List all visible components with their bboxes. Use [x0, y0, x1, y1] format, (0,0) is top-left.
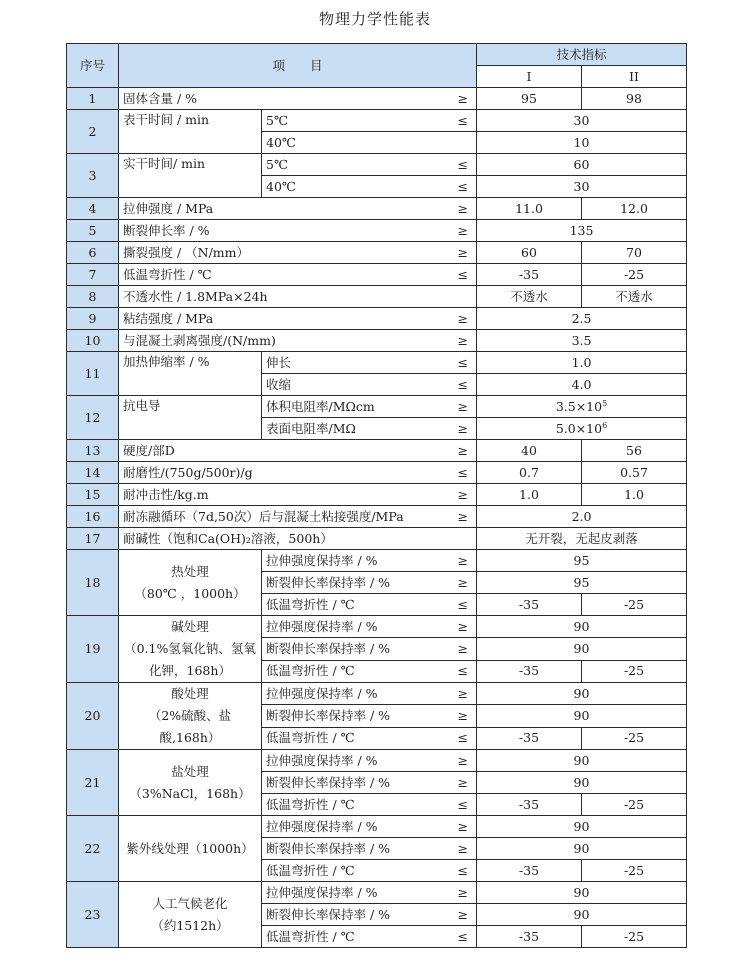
comparison-symbol: ≥ — [437, 198, 477, 220]
row-index: 16 — [67, 506, 119, 528]
table-row — [67, 308, 687, 330]
value-cell: 1.0 — [477, 352, 687, 374]
comparison-symbol: ≥ — [437, 572, 477, 594]
value-cell: 90 — [477, 816, 687, 838]
value-grade-1: 不透水 — [477, 286, 582, 308]
row-index: 4 — [67, 198, 119, 220]
comparison-symbol: ≥ — [437, 440, 477, 462]
value-cell: 135 — [477, 220, 687, 242]
header-grade-1: I — [477, 66, 582, 88]
sub-item: 断裂伸长率保持率 / % — [262, 705, 437, 727]
sub-item: 低温弯折性 / ℃ — [262, 594, 437, 616]
row-index: 2 — [67, 110, 119, 154]
comparison-symbol: ≤ — [437, 594, 477, 616]
table-row — [67, 816, 687, 838]
table-row — [67, 882, 687, 904]
comparison-symbol: ≥ — [437, 242, 477, 264]
comparison-symbol: ≥ — [437, 418, 477, 440]
value-cell — [477, 396, 687, 418]
table-row — [67, 264, 687, 286]
value-grade-1: -35 — [477, 660, 582, 682]
header-grade-2: II — [582, 66, 687, 88]
table-row — [67, 750, 687, 772]
item-name — [119, 750, 262, 816]
sub-item: 断裂伸长率保持率 / % — [262, 638, 437, 660]
value-grade-2: 12.0 — [582, 198, 687, 220]
comparison-symbol: ≤ — [437, 727, 477, 749]
item-name: 耐碱性（饱和Ca(OH)₂溶液，500h） — [119, 528, 437, 550]
comparison-symbol: ≤ — [437, 352, 477, 374]
item-name-line: （2%硫酸、盐酸,168h） — [148, 708, 232, 745]
row-index: 17 — [67, 528, 119, 550]
item-name — [119, 110, 262, 154]
item-name — [119, 352, 262, 396]
table-row — [67, 330, 687, 352]
table-row — [67, 683, 687, 705]
comparison-symbol: ≥ — [437, 220, 477, 242]
header-row — [67, 44, 687, 66]
comparison-symbol: ≤ — [437, 176, 477, 198]
comparison-symbol: ≥ — [437, 882, 477, 904]
table-row — [67, 550, 687, 572]
item-name-line: 盐处理 — [171, 763, 209, 779]
comparison-symbol: ≥ — [437, 396, 477, 418]
item-name — [119, 616, 262, 683]
value-cell: 无开裂，无起皮剥落 — [477, 528, 687, 550]
comparison-symbol: ≤ — [437, 926, 477, 948]
item-name-line: 碱处理 — [171, 619, 209, 634]
value-grade-2: -25 — [582, 926, 687, 948]
item-name: 粘结强度 / MPa — [119, 308, 437, 330]
value-cell — [477, 418, 687, 440]
value-grade-2: -25 — [582, 264, 687, 286]
sub-item: 断裂伸长率保持率 / % — [262, 904, 437, 926]
table-row — [67, 198, 687, 220]
value-grade-1: -35 — [477, 594, 582, 616]
item-name — [119, 396, 262, 440]
sub-item: 拉伸强度保持率 / % — [262, 882, 437, 904]
comparison-symbol: ≥ — [437, 550, 477, 572]
item-name — [119, 550, 262, 616]
comparison-symbol: ≥ — [437, 683, 477, 705]
value-cell: 90 — [477, 683, 687, 705]
row-index: 22 — [67, 816, 119, 882]
row-index: 6 — [67, 242, 119, 264]
item-name-line: （约1512h） — [151, 917, 229, 933]
row-index: 14 — [67, 462, 119, 484]
value-grade-2: -25 — [582, 860, 687, 882]
value-cell: 30 — [477, 176, 687, 198]
comparison-symbol: ≤ — [437, 154, 477, 176]
table-row — [67, 440, 687, 462]
item-name-line: 人工气候老化 — [152, 895, 228, 911]
comparison-symbol: ≥ — [437, 772, 477, 794]
item-name: 拉伸强度 / MPa — [119, 198, 437, 220]
sub-item: 拉伸强度保持率 / % — [262, 550, 437, 572]
item-name: 固体含量 / % — [119, 88, 437, 110]
row-index: 19 — [67, 616, 119, 683]
comparison-symbol: ≤ — [437, 110, 477, 132]
value-cell: 90 — [477, 772, 687, 794]
comparison-symbol: ≤ — [437, 374, 477, 396]
sub-item: 断裂伸长率保持率 / % — [262, 772, 437, 794]
properties-table — [66, 43, 687, 948]
row-index: 5 — [67, 220, 119, 242]
header-index: 序号 — [67, 44, 119, 88]
value-grade-2: 0.57 — [582, 462, 687, 484]
header-item: 项 目 — [119, 44, 477, 88]
value-cell: 90 — [477, 750, 687, 772]
comparison-symbol: ≤ — [437, 462, 477, 484]
row-index: 21 — [67, 750, 119, 816]
item-name: 耐冲击性/kg.m — [119, 484, 437, 506]
sub-item: 5℃ — [262, 154, 437, 176]
value-cell: 90 — [477, 838, 687, 860]
sub-item: 40℃ — [262, 132, 437, 154]
value-grade-1: 95 — [477, 88, 582, 110]
table-row — [67, 352, 687, 374]
value-cell: 4.0 — [477, 374, 687, 396]
value-text: 5.0×10 — [555, 420, 603, 436]
value-grade-2: -25 — [582, 660, 687, 682]
item-name-line: （80℃ ，1000h） — [134, 585, 246, 601]
value-cell: 95 — [477, 572, 687, 594]
value-exponent: 5 — [602, 398, 608, 408]
item-name: 不透水性 / 1.8MPa×24h — [119, 286, 437, 308]
value-cell: 30 — [477, 110, 687, 132]
item-name: 低温弯折性 / ℃ — [119, 264, 437, 286]
item-name: 撕裂强度 / （N/mm） — [119, 242, 437, 264]
sub-item: 40℃ — [262, 176, 437, 198]
item-name: 与混凝土剥离强度/(N/mm) — [119, 330, 437, 352]
row-index: 7 — [67, 264, 119, 286]
item-name — [119, 882, 262, 948]
item-name-line: 抗电导 — [123, 398, 161, 413]
sub-item: 低温弯折性 / ℃ — [262, 860, 437, 882]
comparison-symbol: ≥ — [437, 616, 477, 638]
comparison-symbol: ≥ — [437, 816, 477, 838]
sub-item: 拉伸强度保持率 / % — [262, 683, 437, 705]
value-cell: 90 — [477, 705, 687, 727]
sub-item: 拉伸强度保持率 / % — [262, 750, 437, 772]
comparison-symbol — [437, 286, 477, 308]
item-name: 断裂伸长率 / % — [119, 220, 437, 242]
comparison-symbol: ≤ — [437, 660, 477, 682]
row-index: 23 — [67, 882, 119, 948]
comparison-symbol: ≤ — [437, 794, 477, 816]
item-name-line: 酸处理 — [171, 686, 209, 701]
comparison-symbol: ≥ — [437, 484, 477, 506]
item-name: 耐磨性/(750g/500r)/g — [119, 462, 437, 484]
comparison-symbol: ≤ — [437, 264, 477, 286]
value-cell: 90 — [477, 882, 687, 904]
row-index: 8 — [67, 286, 119, 308]
sub-item: 断裂伸长率保持率 / % — [262, 838, 437, 860]
item-name-line: 表干时间 / min — [123, 112, 210, 127]
row-index: 13 — [67, 440, 119, 462]
value-cell: 90 — [477, 904, 687, 926]
item-name-line: 加热伸缩率 / % — [123, 354, 210, 369]
row-index: 10 — [67, 330, 119, 352]
item-name-line: （0.1%氢氧化钠、氢氧化钾，168h） — [124, 641, 256, 678]
value-cell: 2.0 — [477, 506, 687, 528]
item-name — [119, 683, 262, 750]
item-name-line: 热处理 — [171, 563, 209, 579]
row-index: 11 — [67, 352, 119, 396]
comparison-symbol — [437, 528, 477, 550]
table-row — [67, 396, 687, 418]
value-grade-2: -25 — [582, 794, 687, 816]
table-row — [67, 286, 687, 308]
table-row — [67, 154, 687, 176]
sub-item: 收缩 — [262, 374, 437, 396]
comparison-symbol: ≥ — [437, 308, 477, 330]
value-grade-1: 60 — [477, 242, 582, 264]
table-row — [67, 110, 687, 132]
comparison-symbol: ≥ — [437, 904, 477, 926]
comparison-symbol: ≥ — [437, 705, 477, 727]
row-index: 15 — [67, 484, 119, 506]
value-grade-2: -25 — [582, 727, 687, 749]
value-grade-1: 11.0 — [477, 198, 582, 220]
sub-item: 低温弯折性 / ℃ — [262, 727, 437, 749]
value-grade-2: 1.0 — [582, 484, 687, 506]
item-name-line: 紫外线处理（1000h） — [126, 840, 254, 856]
value-grade-1: -35 — [477, 860, 582, 882]
table-row — [67, 220, 687, 242]
value-cell: 90 — [477, 638, 687, 660]
table-row — [67, 506, 687, 528]
sub-item: 5℃ — [262, 110, 437, 132]
item-name — [119, 154, 262, 198]
item-name: 耐冻融循环（7d,50次）后与混凝土粘接强度/MPa — [119, 506, 437, 528]
table-row — [67, 242, 687, 264]
comparison-symbol: ≥ — [437, 638, 477, 660]
sub-item: 拉伸强度保持率 / % — [262, 816, 437, 838]
value-cell: 95 — [477, 550, 687, 572]
value-grade-1: -35 — [477, 926, 582, 948]
value-cell: 10 — [477, 132, 687, 154]
value-grade-1: -35 — [477, 264, 582, 286]
row-index: 3 — [67, 154, 119, 198]
sub-item: 拉伸强度保持率 / % — [262, 616, 437, 638]
value-exponent: 6 — [602, 420, 608, 430]
value-cell: 2.5 — [477, 308, 687, 330]
sub-item: 低温弯折性 / ℃ — [262, 794, 437, 816]
row-index: 20 — [67, 683, 119, 750]
value-grade-1: 0.7 — [477, 462, 582, 484]
comparison-symbol: ≥ — [437, 506, 477, 528]
row-index: 12 — [67, 396, 119, 440]
value-grade-2: 70 — [582, 242, 687, 264]
sub-item: 体积电阻率/MΩcm — [262, 396, 437, 418]
comparison-symbol — [437, 132, 477, 154]
sub-item: 伸长 — [262, 352, 437, 374]
value-grade-2: -25 — [582, 594, 687, 616]
table-row — [67, 462, 687, 484]
value-cell: 60 — [477, 154, 687, 176]
comparison-symbol: ≤ — [437, 860, 477, 882]
table-row — [67, 528, 687, 550]
value-grade-2: 98 — [582, 88, 687, 110]
comparison-symbol: ≥ — [437, 88, 477, 110]
sub-item: 断裂伸长率保持率 / % — [262, 572, 437, 594]
row-index: 1 — [67, 88, 119, 110]
value-cell: 90 — [477, 616, 687, 638]
item-name-line: （3%NaCl，168h） — [129, 785, 251, 801]
comparison-symbol: ≥ — [437, 838, 477, 860]
value-grade-2: 不透水 — [582, 286, 687, 308]
table-row — [67, 484, 687, 506]
table-row — [67, 616, 687, 638]
page-title: 物理力学性能表 — [318, 10, 431, 28]
value-text: 3.5×10 — [555, 398, 603, 414]
value-grade-1: -35 — [477, 794, 582, 816]
table-row — [67, 88, 687, 110]
comparison-symbol: ≥ — [437, 750, 477, 772]
item-name — [119, 816, 262, 882]
sub-item: 表面电阻率/MΩ — [262, 418, 437, 440]
value-grade-1: -35 — [477, 727, 582, 749]
item-name: 硬度/部D — [119, 440, 437, 462]
value-grade-2: 56 — [582, 440, 687, 462]
value-cell: 3.5 — [477, 330, 687, 352]
value-grade-1: 1.0 — [477, 484, 582, 506]
item-name-line: 实干时间/ min — [123, 156, 206, 171]
sub-item: 低温弯折性 / ℃ — [262, 926, 437, 948]
sub-item: 低温弯折性 / ℃ — [262, 660, 437, 682]
comparison-symbol: ≥ — [437, 330, 477, 352]
row-index: 9 — [67, 308, 119, 330]
value-grade-1: 40 — [477, 440, 582, 462]
row-index: 18 — [67, 550, 119, 616]
header-spec: 技术指标 — [477, 44, 687, 66]
